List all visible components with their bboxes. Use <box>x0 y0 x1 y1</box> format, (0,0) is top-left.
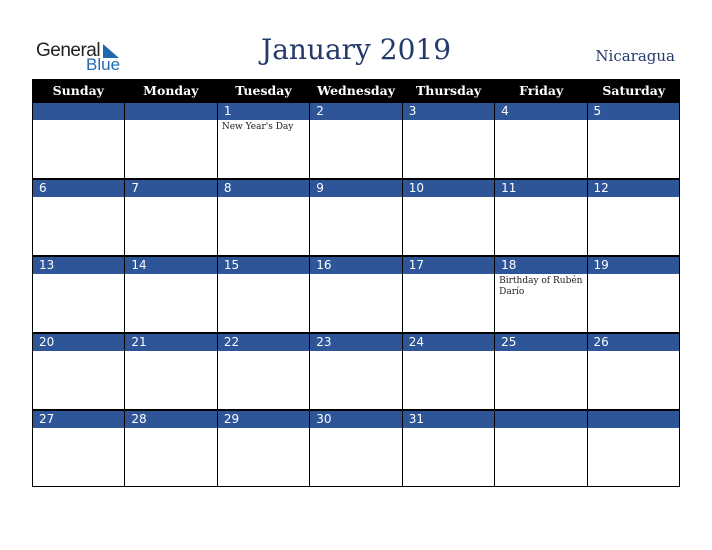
holiday-label <box>33 120 124 122</box>
holiday-label <box>125 197 216 199</box>
day-cell <box>402 179 494 256</box>
day-cell <box>494 256 586 333</box>
logo-text-blue: Blue <box>86 55 121 74</box>
day-number: 5 <box>588 102 679 120</box>
holiday-label <box>495 120 586 122</box>
weekday-monday: Monday <box>143 83 199 98</box>
day-cell <box>402 333 494 410</box>
holiday-label <box>495 197 586 199</box>
week-row <box>32 333 680 410</box>
day-number: 4 <box>495 102 586 120</box>
day-number: 7 <box>125 179 216 197</box>
weekday-tuesday: Tuesday <box>235 83 292 98</box>
day-number: 15 <box>218 256 309 274</box>
day-cell <box>32 102 124 179</box>
day-number: 19 <box>588 256 679 274</box>
day-number: 25 <box>495 333 586 351</box>
holiday-label <box>403 428 494 430</box>
day-number: 10 <box>403 179 494 197</box>
holiday-label <box>218 197 309 199</box>
holiday-label <box>588 351 679 353</box>
day-number: 12 <box>588 179 679 197</box>
holiday-label <box>403 197 494 199</box>
day-cell <box>309 410 401 487</box>
day-number: 11 <box>495 179 586 197</box>
holiday-label <box>33 274 124 276</box>
holiday-label <box>33 428 124 430</box>
holiday-label <box>125 428 216 430</box>
day-cell <box>309 256 401 333</box>
day-cell <box>217 179 309 256</box>
week-row <box>32 102 680 179</box>
day-cell <box>402 410 494 487</box>
day-number: 14 <box>125 256 216 274</box>
week-row <box>32 410 680 487</box>
day-number <box>588 410 679 428</box>
day-cell <box>494 410 586 487</box>
holiday-label <box>33 351 124 353</box>
day-number: 13 <box>33 256 124 274</box>
day-cell <box>217 102 309 179</box>
holiday-label <box>403 120 494 122</box>
day-cell <box>124 179 216 256</box>
weekday-sunday: Sunday <box>52 83 104 98</box>
day-number: 18 <box>495 256 586 274</box>
calendar-title: January 2019 <box>260 33 452 66</box>
day-number: 22 <box>218 333 309 351</box>
day-cell <box>124 102 216 179</box>
day-cell <box>217 410 309 487</box>
holiday-label <box>495 351 586 353</box>
holiday-label <box>495 428 586 430</box>
country-label: Nicaragua <box>595 47 675 65</box>
day-number: 28 <box>125 410 216 428</box>
holiday-label <box>218 274 309 276</box>
day-cell <box>587 179 680 256</box>
holiday-label <box>588 428 679 430</box>
weekday-friday: Friday <box>519 83 564 98</box>
holiday-label <box>125 351 216 353</box>
day-cell <box>309 102 401 179</box>
day-number: 21 <box>125 333 216 351</box>
holiday-label <box>125 274 216 276</box>
day-cell <box>217 333 309 410</box>
day-cell <box>587 256 680 333</box>
day-cell <box>587 410 680 487</box>
logo-text-general: General <box>36 40 101 61</box>
day-number: 2 <box>310 102 401 120</box>
day-number: 6 <box>33 179 124 197</box>
holiday-label <box>125 120 216 122</box>
week-row <box>32 256 680 333</box>
day-number: 29 <box>218 410 309 428</box>
day-cell <box>32 410 124 487</box>
day-number <box>125 102 216 120</box>
day-cell <box>494 333 586 410</box>
weekday-thursday: Thursday <box>415 83 482 98</box>
day-number: 24 <box>403 333 494 351</box>
day-cell <box>587 102 680 179</box>
weekday-saturday: Saturday <box>602 83 666 98</box>
day-number: 27 <box>33 410 124 428</box>
holiday-label <box>310 351 401 353</box>
day-number: 9 <box>310 179 401 197</box>
day-cell <box>32 179 124 256</box>
day-cell <box>124 410 216 487</box>
day-number: 23 <box>310 333 401 351</box>
day-number: 16 <box>310 256 401 274</box>
day-cell <box>124 256 216 333</box>
day-cell <box>494 102 586 179</box>
day-number: 20 <box>33 333 124 351</box>
day-cell <box>402 102 494 179</box>
holiday-label <box>588 197 679 199</box>
holiday-label <box>310 197 401 199</box>
holiday-label: Birthday of Rubén Darío <box>499 276 583 297</box>
week-row <box>32 179 680 256</box>
weekday-wednesday: Wednesday <box>317 83 395 98</box>
day-cell <box>124 333 216 410</box>
holiday-label: New Year's Day <box>221 122 294 132</box>
day-number <box>33 102 124 120</box>
holiday-label <box>403 351 494 353</box>
day-number <box>495 410 586 428</box>
day-cell <box>309 333 401 410</box>
day-number: 17 <box>403 256 494 274</box>
weekday-header-row <box>32 79 680 102</box>
day-cell <box>494 179 586 256</box>
day-cell <box>309 179 401 256</box>
holiday-label <box>218 351 309 353</box>
day-number: 8 <box>218 179 309 197</box>
day-number: 1 <box>218 102 309 120</box>
day-number: 31 <box>403 410 494 428</box>
day-cell <box>402 256 494 333</box>
day-number: 30 <box>310 410 401 428</box>
holiday-label <box>310 274 401 276</box>
day-cell <box>587 333 680 410</box>
holiday-label <box>588 274 679 276</box>
holiday-label <box>33 197 124 199</box>
day-cell <box>32 333 124 410</box>
day-cell <box>217 256 309 333</box>
holiday-label <box>588 120 679 122</box>
day-number: 26 <box>588 333 679 351</box>
day-number: 3 <box>403 102 494 120</box>
holiday-label <box>310 120 401 122</box>
weeks-container <box>32 102 680 487</box>
day-cell <box>32 256 124 333</box>
holiday-label <box>310 428 401 430</box>
calendar-grid <box>32 79 680 487</box>
holiday-label <box>218 428 309 430</box>
holiday-label <box>403 274 494 276</box>
